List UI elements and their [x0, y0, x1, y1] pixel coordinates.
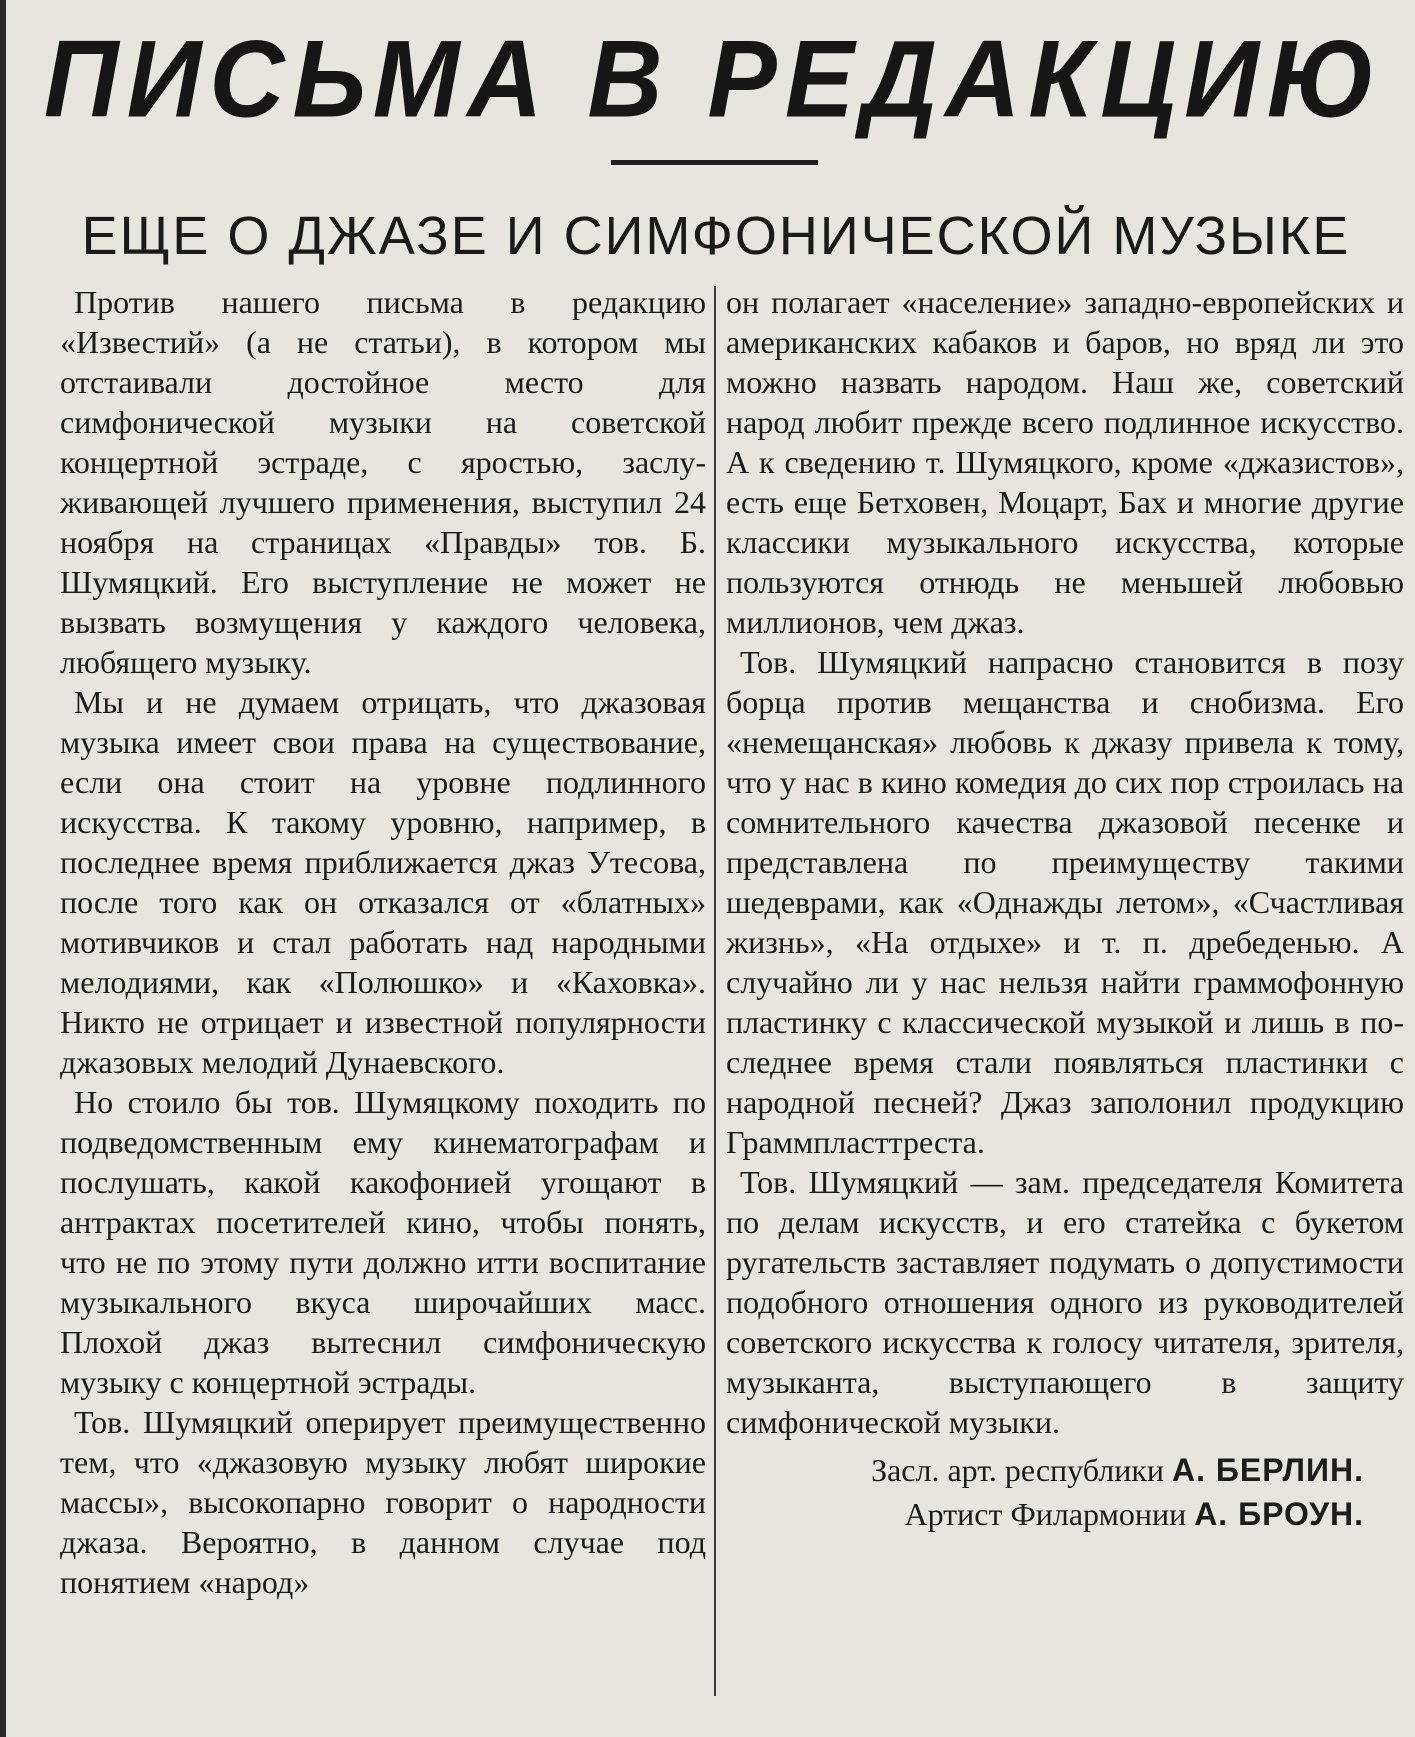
- signature-line: [726, 1448, 1364, 1492]
- section-heading: ПИСЬМА В РЕДАКЦИЮ: [43, 19, 1384, 141]
- signature-block: [726, 1448, 1404, 1536]
- signature-title: Засл. арт. республики: [871, 1452, 1172, 1488]
- article-column-left: [60, 282, 706, 1602]
- signature-title: Артист Филармонии: [904, 1496, 1195, 1532]
- paragraph: Тов. Шумяцкий напрасно становится в позу борца против мещанства и снобизма. Его «немещанская» любовь к джазу привела к тому, что у нас в кино комедия до сих пор строилась на сомнительного качества джазовой песенке и представлена по преимуществу такими шедеврами, как «Однажды летом», «Счастливая жизнь», «На отдыхе» и т. п. дребеденью. А случайно ли у нас нельзя найти граммофонную пластинку с классической музыкой и лишь в последнее время стали появляться пластинки с народной песней? Джаз заполонил продукцию Граммпласттреста.: [726, 644, 1404, 1160]
- signature-name: А. БЕРЛИН.: [1171, 1452, 1364, 1488]
- column-divider: [714, 286, 716, 1696]
- signature-name: А. БРОУН.: [1194, 1496, 1364, 1532]
- heading-rule: [611, 160, 818, 165]
- paragraph: Но стоило бы тов. Шумяцкому походить по подведомственным ему кинематографам и послушать, какой какофонией угощают в антрактах посетителей кино, чтобы понять, что не по этому пути должно итти воспитание музыкального вкуса широчайших масс. Плохой джаз вытеснил симфоническую музыку с концертной эстрады.: [60, 1084, 706, 1400]
- article-column-right: [726, 282, 1404, 1536]
- signature-line: [726, 1492, 1364, 1536]
- paragraph: он полагает «население» западно-европейских и американских кабаков и баров, но вряд ли это можно назвать народом. Наш же, советский народ любит прежде всего подлинное искусство. А к сведению т. Шумяцкого, кроме «джазистов», есть еще Бетховен, Моцарт, Бах и многие другие классики музыкального искусства, которые пользуются отнюдь не меньшей любовью миллионов, чем джаз.: [726, 284, 1404, 640]
- paragraph: Мы и не думаем отрицать, что джазовая музыка имеет свои права на существование, если она стоит на уровне подлинного искусства. К такому уровню, например, в последнее время приближается джаз Утесова, после того как он отказался от «блатных» мотивчиков и стал работать над народными мелодиями, как «Полюшко» и «Каховка». Никто не отрицает и известной популярности джазовых мелодий Дунаевского.: [60, 684, 706, 1080]
- paragraph: Тов. Шумяцкий оперирует преимущественно тем, что «джазовую музыку любят широкие массы», высокопарно говорит о народности джаза. Вероятно, в данном случае под понятием «народ»: [60, 1404, 706, 1600]
- paragraph: Против нашего письма в редакцию «Известий» (а не статьи), в котором мы отстаивали достойное место для симфонической музыки на советской концертной эстраде, с яростью, заслуживающей лучшего применения, выступил 24 ноября на страницах «Правды» тов. Б. Шумяцкий. Его выступление не может не вызвать возмущения у каждого человека, любящего музыку.: [60, 284, 706, 680]
- article-title: ЕЩЕ О ДЖАЗЕ И СИМФОНИЧЕСКОЙ МУЗЫКЕ: [81, 206, 1351, 266]
- paragraph: Тов. Шумяцкий — зам. председателя Комитета по делам искусств, и его статейка с букетом ругательств заставляет подумать о допустимости подобного отношения одного из руководителей советского искусства к голосу читателя, зрителя, музыканта, выступающего в защиту симфонической музыки.: [726, 1164, 1404, 1440]
